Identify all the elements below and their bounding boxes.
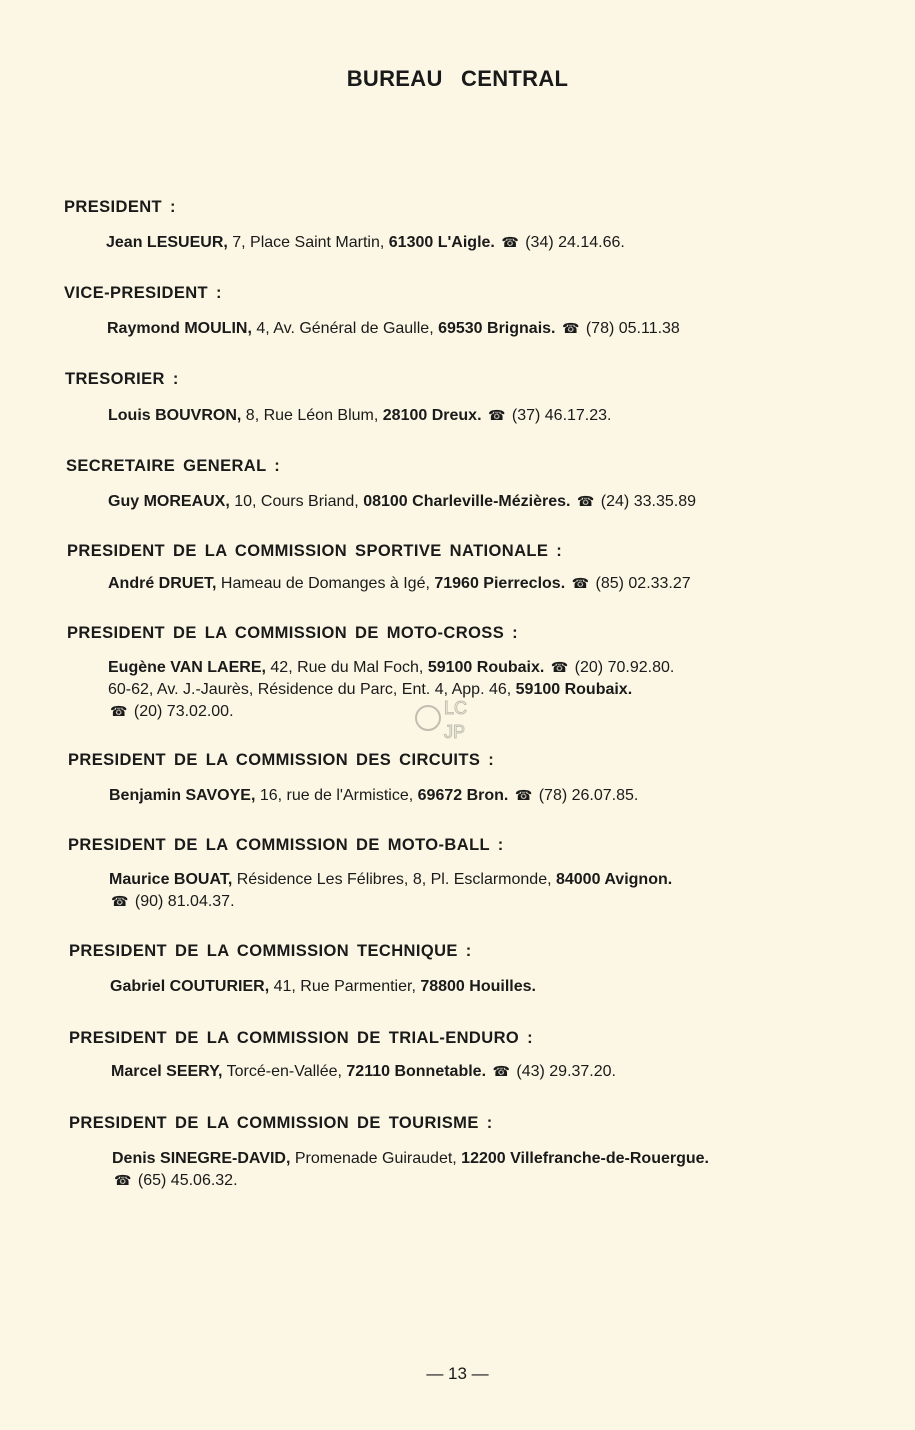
role-tresorier: TRESORIER : <box>65 370 179 388</box>
postcode: 69530 <box>438 320 483 337</box>
svg-text:JP: JP <box>444 722 466 742</box>
page-title: BUREAU CENTRAL <box>346 66 569 91</box>
address: 16, rue de l'Armistice, <box>255 787 418 804</box>
phone-number: (24) 33.35.89 <box>596 493 696 510</box>
postcode: 84000 <box>555 871 601 888</box>
city: Roubaix. <box>560 681 633 698</box>
page-number: — 13 — <box>426 1364 489 1383</box>
entry-commission-sportive <box>108 573 691 595</box>
telephone-icon: ☎ <box>492 1064 510 1080</box>
telephone-icon: ☎ <box>571 576 590 592</box>
entry-vice-president <box>107 318 680 340</box>
city: Dreux. <box>427 407 482 424</box>
telephone-icon: ☎ <box>114 1173 132 1189</box>
entry-tresorier <box>108 405 612 427</box>
role-commission-circuits: PRESIDENT DE LA COMMISSION DES CIRCUITS : <box>68 751 495 769</box>
phone-number: (78) 26.07.85. <box>534 787 639 804</box>
city: Avignon. <box>600 871 673 888</box>
telephone-icon: ☎ <box>561 321 580 337</box>
phone-number: (65) 45.06.32. <box>133 1172 238 1189</box>
person-name: Jean LESUEUR, <box>106 234 228 251</box>
entry-president <box>106 232 625 254</box>
postcode: 71960 <box>434 575 479 592</box>
city: Pierreclos. <box>478 575 566 592</box>
role-commission-trial-enduro: PRESIDENT DE LA COMMISSION DE TRIAL-ENDURO : <box>69 1029 533 1047</box>
phone-number: (85) 02.33.27 <box>591 575 691 592</box>
city: Bonnetable. <box>390 1063 487 1080</box>
person-name: Raymond MOULIN, <box>107 320 252 337</box>
entry-commission-moto-ball <box>109 869 672 891</box>
person-name: Gabriel COUTURIER, <box>110 978 270 995</box>
phone-number: (34) 24.14.66. <box>520 234 625 251</box>
entry-commission-moto-cross <box>108 657 674 679</box>
postcode: 78800 <box>420 978 465 995</box>
address: Résidence Les Félibres, 8, Pl. Esclarmonde, <box>232 871 556 888</box>
city: L'Aigle. <box>433 234 495 251</box>
role-commission-sportive: PRESIDENT DE LA COMMISSION SPORTIVE NATIONALE : <box>67 542 563 560</box>
entry-commission-tourisme <box>112 1148 709 1170</box>
address: 8, Rue Léon Blum, <box>241 407 383 424</box>
postcode: 61300 <box>388 234 434 251</box>
address: 41, Rue Parmentier, <box>269 978 421 995</box>
address: 7, Place Saint Martin, <box>227 234 389 251</box>
city: Bron. <box>462 787 509 804</box>
telephone-icon: ☎ <box>514 788 533 804</box>
person-name: Guy MOREAUX, <box>108 493 230 510</box>
person-name: Louis BOUVRON, <box>108 407 242 424</box>
phone-number: (20) 73.02.00. <box>129 703 234 720</box>
telephone-icon: ☎ <box>110 704 128 720</box>
entry-commission-technique <box>110 976 536 998</box>
city: Brignais. <box>482 320 556 337</box>
entry-commission-moto-ball-phone <box>109 891 235 913</box>
role-vice-president: VICE-PRESIDENT : <box>64 284 222 302</box>
postcode: 08100 <box>363 493 408 510</box>
svg-text:LC: LC <box>444 698 468 718</box>
entry-commission-moto-cross-address2 <box>108 679 632 701</box>
postcode: 59100 <box>427 659 473 676</box>
telephone-icon: ☎ <box>501 235 519 251</box>
person-name: Denis SINEGRE-DAVID, <box>112 1150 291 1167</box>
person-name: Benjamin SAVOYE, <box>109 787 256 804</box>
person-name: Maurice BOUAT, <box>109 871 233 888</box>
city: Charleville-Mézières. <box>407 493 571 510</box>
role-commission-technique: PRESIDENT DE LA COMMISSION TECHNIQUE : <box>69 942 472 960</box>
role-president: PRESIDENT : <box>64 198 176 216</box>
entry-secretaire-general <box>108 491 696 513</box>
address: Torcé-en-Vallée, <box>222 1063 347 1080</box>
phone-number: (90) 81.04.37. <box>130 893 235 910</box>
city: Roubaix. <box>472 659 545 676</box>
role-commission-moto-cross: PRESIDENT DE LA COMMISSION DE MOTO-CROSS : <box>67 624 518 642</box>
city: Houilles. <box>464 978 536 995</box>
phone-number: (43) 29.37.20. <box>511 1063 616 1080</box>
entry-commission-circuits <box>109 785 638 807</box>
phone-number: (20) 70.92.80. <box>570 659 675 676</box>
phone-number: (78) 05.11.38 <box>581 320 680 337</box>
person-name: Eugène VAN LAERE, <box>108 659 266 676</box>
address: 42, Rue du Mal Foch, <box>265 659 428 676</box>
address: 10, Cours Briand, <box>229 493 364 510</box>
role-commission-tourisme: PRESIDENT DE LA COMMISSION DE TOURISME : <box>69 1114 493 1132</box>
address: 4, Av. Général de Gaulle, <box>251 320 439 337</box>
address: 60-62, Av. J.-Jaurès, Résidence du Parc, Ent. 4, App. 46, <box>108 681 516 698</box>
stamp-logo <box>410 688 502 746</box>
role-secretaire-general: SECRETAIRE GENERAL : <box>66 457 281 475</box>
address: Promenade Guiraudet, <box>290 1150 462 1167</box>
role-commission-moto-ball: PRESIDENT DE LA COMMISSION DE MOTO-BALL : <box>68 836 504 854</box>
postcode: 69672 <box>417 787 463 804</box>
address: Hameau de Domanges à Igé, <box>216 575 435 592</box>
postcode: 72110 <box>346 1063 390 1080</box>
postcode: 28100 <box>382 407 428 424</box>
person-name: André DRUET, <box>108 575 217 592</box>
person-name: Marcel SEERY, <box>111 1063 223 1080</box>
phone-number: (37) 46.17.23. <box>507 407 612 424</box>
entry-commission-tourisme-phone <box>112 1170 238 1192</box>
postcode: 59100 <box>515 681 561 698</box>
city: Villefranche-de-Rouergue. <box>505 1150 709 1167</box>
entry-commission-moto-cross-phone2 <box>108 701 234 723</box>
telephone-icon: ☎ <box>111 894 129 910</box>
entry-commission-trial-enduro <box>111 1061 616 1083</box>
telephone-icon: ☎ <box>550 660 569 676</box>
telephone-icon: ☎ <box>487 408 506 424</box>
telephone-icon: ☎ <box>576 494 595 510</box>
postcode: 12200 <box>461 1150 506 1167</box>
